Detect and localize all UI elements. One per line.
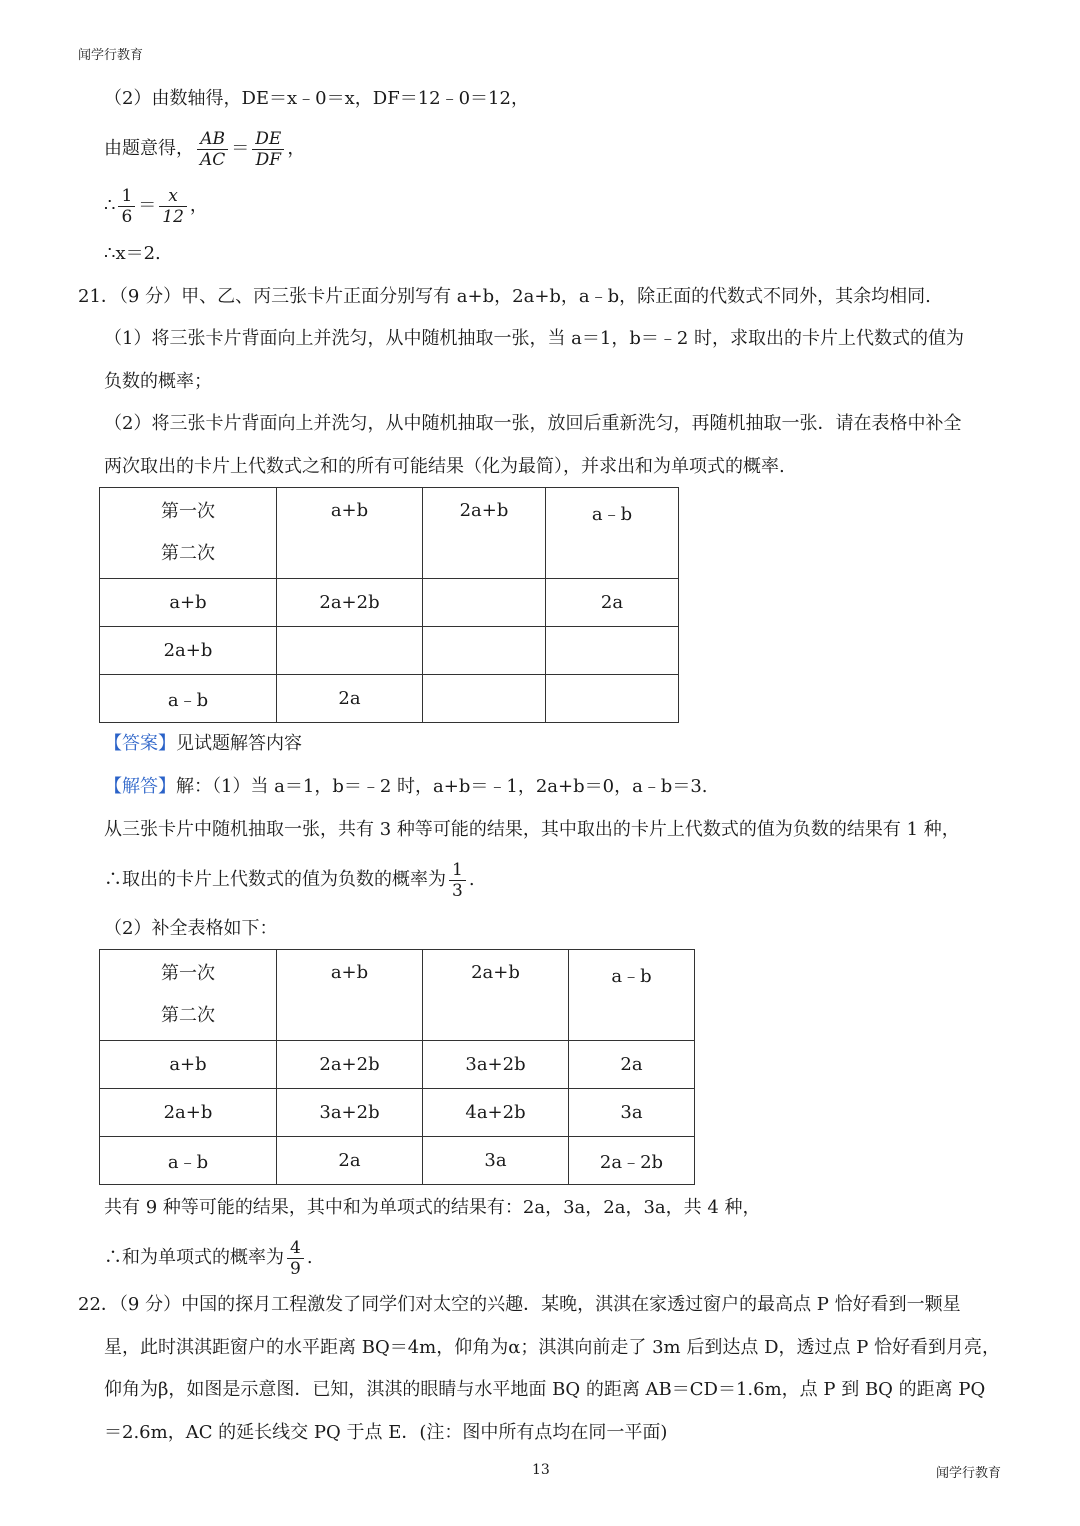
table-corner-cell (100, 950, 277, 1041)
table-row (100, 579, 679, 627)
row-header: a﹣b (100, 675, 277, 723)
table-cell: 2a+2b (277, 1041, 423, 1089)
q22-line-2: 星，此时淇淇距窗户的水平距离 BQ＝4m，仰角为α；淇淇向前走了 3m 后到达点 D，透过点 P 恰好看到月亮， (104, 1337, 1001, 1358)
sum-table-complete (99, 949, 695, 1185)
row-header: a﹣b (100, 1137, 277, 1185)
table-cell: 3a+2b (277, 1089, 423, 1137)
table-cell (546, 675, 679, 723)
table-cell: 4a+2b (423, 1089, 569, 1137)
fraction-1-3 (449, 860, 466, 901)
fraction-de-df (252, 129, 284, 170)
therefore-sign: ∴ (104, 195, 116, 216)
column-header: a﹣b (546, 488, 679, 579)
table-cell: 2a (277, 675, 423, 723)
fraction-ab-ac (197, 129, 228, 170)
table-cell: 2a﹣2b (569, 1137, 695, 1185)
row-header: 2a+b (100, 1089, 277, 1137)
fraction-denominator: 3 (452, 880, 463, 901)
answer-text: 见试题解答内容 (176, 733, 302, 754)
fraction-denominator: 6 (121, 206, 133, 227)
fraction-numerator: 1 (118, 186, 135, 207)
fraction-denominator: AC (200, 149, 226, 170)
solution-text: ∴取出的卡片上代数式的值为负数的概率为 (104, 869, 446, 890)
q22-line-3: 仰角为β，如图是示意图．已知，淇淇的眼睛与水平地面 BQ 的距离 AB＝CD＝1.6m，点 P 到 BQ 的距离 PQ (104, 1379, 986, 1400)
q21-part2-line1: （2）将三张卡片背面向上并洗匀，从中随机抽取一张，放回后重新洗匀，再随机抽取一张．请在表格中补全 (104, 413, 962, 434)
row-header: a+b (100, 579, 277, 627)
table-row (100, 675, 679, 723)
fraction-numerator: 1 (449, 860, 466, 881)
table-cell: 3a+2b (423, 1041, 569, 1089)
column-header: 2a+b (423, 488, 546, 579)
solution-line-2: 从三张卡片中随机抽取一张，共有 3 种等可能的结果，其中取出的卡片上代数式的值为负数的结果有 1 种， (104, 819, 960, 840)
corner-second-label: 第二次 (161, 1005, 215, 1026)
fraction-numerator: 4 (287, 1238, 304, 1259)
q21-part1-line1: （1）将三张卡片背面向上并洗匀，从中随机抽取一张，当 a＝1，b＝﹣2 时，求取出的卡片上代数式的值为 (104, 328, 965, 349)
page-number: 13 (532, 1462, 550, 1478)
solution-line-3 (104, 855, 475, 905)
table-cell: 3a (569, 1089, 695, 1137)
q22-line-1: 22．（9 分）中国的探月工程激发了同学们对太空的兴趣．某晚，淇淇在家透过窗户的最高点 P 恰好看到一颗星 (78, 1294, 961, 1315)
fraction-1-6 (118, 186, 135, 227)
table-cell (423, 627, 546, 675)
table-row (100, 627, 679, 675)
column-header: a+b (277, 950, 423, 1041)
prev-line-2-prefix: 由题意得， (104, 138, 194, 159)
answer-line (104, 731, 302, 757)
table-cell: 2a (546, 579, 679, 627)
table-cell: 3a (423, 1137, 569, 1185)
fraction-denominator: DF (255, 149, 282, 170)
table-cell: 2a+2b (277, 579, 423, 627)
conclusion-text: ∴和为单项式的概率为 (104, 1247, 284, 1268)
fraction-numerator: AB (197, 129, 228, 150)
column-header: a﹣b (569, 950, 695, 1041)
fraction-x-12 (159, 186, 187, 227)
table-cell: 2a (569, 1041, 695, 1089)
fraction-numerator: DE (252, 129, 284, 150)
table-row (100, 1089, 695, 1137)
corner-first-label: 第一次 (161, 963, 215, 984)
prev-line-1: （2）由数轴得，DE＝x﹣0＝x，DF＝12﹣0＝12， (104, 88, 529, 109)
q22-line-4: ＝2.6m，AC 的延长线交 PQ 于点 E．(注：图中所有点均在同一平面) (104, 1422, 668, 1443)
comma: ， (189, 195, 208, 216)
corner-second-label: 第二次 (161, 543, 215, 564)
prev-line-3 (104, 181, 208, 231)
table-cell: 2a (277, 1137, 423, 1185)
q21-part2-line2: 两次取出的卡片上代数式之和的所有可能结果（化为最简），并求出和为单项式的概率. (104, 456, 785, 477)
conclusion-line-1: 共有 9 种等可能的结果，其中和为单项式的结果有：2a，3a，2a，3a，共 4 种， (104, 1197, 761, 1218)
q21-part1-line2: 负数的概率； (104, 371, 212, 392)
header-brand: 闻学行教育 (78, 48, 144, 63)
column-header: 2a+b (423, 950, 569, 1041)
fraction-denominator: 9 (290, 1258, 301, 1279)
solution-line-1 (104, 774, 708, 800)
row-header: a+b (100, 1041, 277, 1089)
table-cell (423, 579, 546, 627)
fraction-numerator: x (159, 186, 187, 207)
answer-tag: 【答案】 (104, 733, 176, 754)
sum-table-incomplete (99, 487, 679, 723)
q21-stem: 21．（9 分）甲、乙、丙三张卡片正面分别写有 a+b，2a+b，a﹣b，除正面的代数式不同外，其余均相同. (78, 286, 931, 307)
table-cell (546, 627, 679, 675)
table-row (100, 1137, 695, 1185)
table-corner-cell (100, 488, 277, 579)
row-header: 2a+b (100, 627, 277, 675)
table-row (100, 1041, 695, 1089)
period: . (306, 1247, 313, 1268)
corner-first-label: 第一次 (161, 501, 215, 522)
period: . (468, 869, 475, 890)
fraction-4-9 (287, 1238, 304, 1279)
table-cell (423, 675, 546, 723)
comma: ， (287, 138, 306, 159)
fraction-denominator: 12 (162, 206, 184, 227)
solution-tag: 【解答】 (104, 776, 176, 797)
equals-sign: ＝ (231, 138, 250, 159)
conclusion-line-2 (104, 1233, 313, 1283)
solution-text: 解：（1）当 a＝1，b＝﹣2 时，a+b＝﹣1，2a+b＝0，a﹣b＝3. (176, 776, 708, 797)
prev-line-2 (104, 124, 305, 174)
solution-line-4: （2）补全表格如下： (104, 918, 278, 939)
prev-line-4: ∴x＝2. (104, 243, 161, 264)
footer-brand: 闻学行教育 (936, 1466, 1002, 1481)
equals-sign: ＝ (138, 195, 157, 216)
column-header: a+b (277, 488, 423, 579)
table-cell (277, 627, 423, 675)
